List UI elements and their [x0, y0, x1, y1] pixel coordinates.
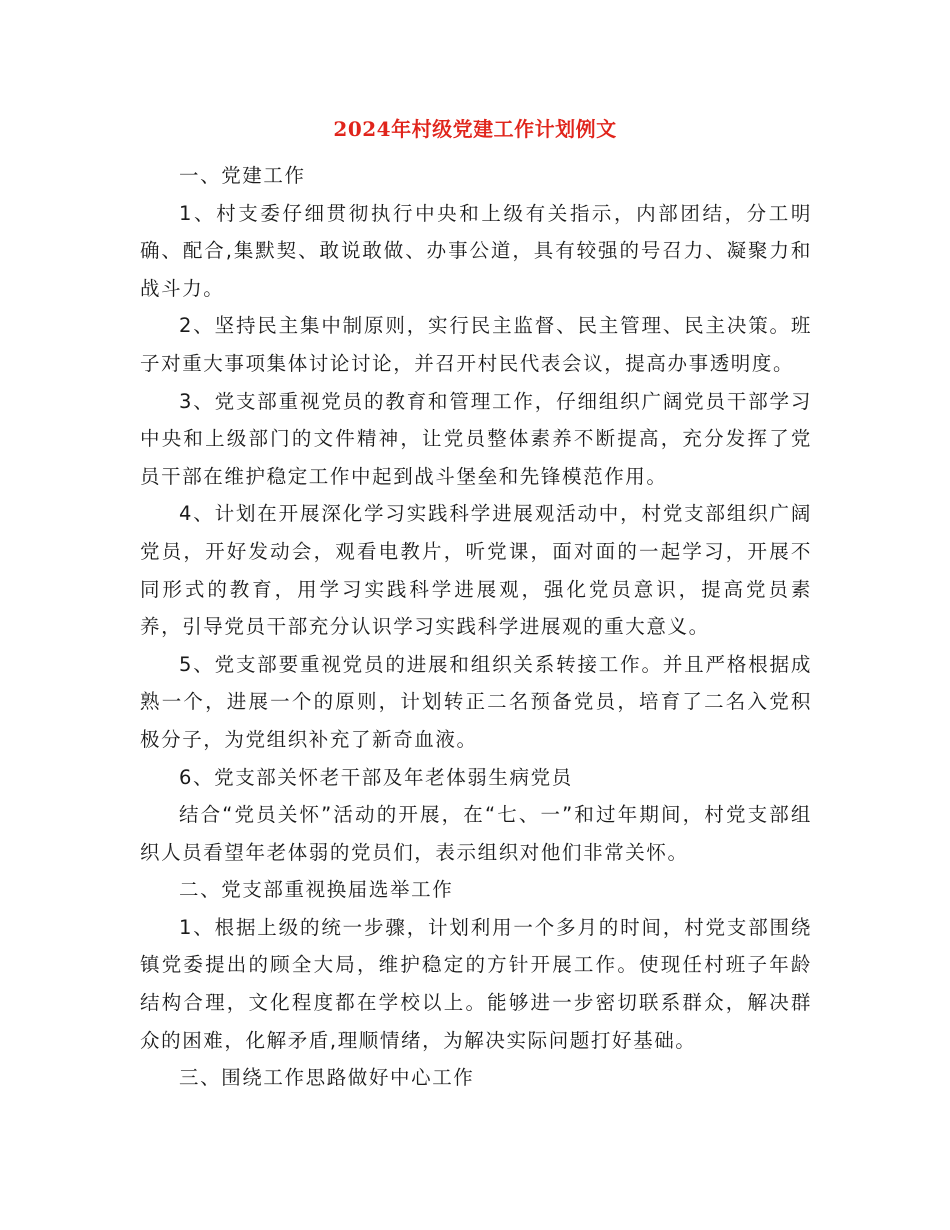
paragraph-care-activity: 结合“党员关怀”活动的开展，在“七、一”和过年期间，村党支部组织人员看望年老体弱的党员们，表示组织对他们非常关怀。	[140, 803, 812, 864]
heading-election: 二、党支部重视换届选举工作	[179, 878, 454, 902]
heading-party-building: 一、党建工作	[179, 164, 306, 187]
document-body	[140, 157, 812, 1097]
heading-central-work: 三、围绕工作思路做好中心工作	[179, 1066, 475, 1090]
paragraph-item-2: 2、坚持民主集中制原则，实行民主监督、民主管理、民主决策。班子对重大事项集体讨论讨论，并召开村民代表会议，提高办事透明度。	[140, 314, 812, 375]
paragraph-item-4: 4、计划在开展深化学习实践科学进展观活动中，村党支部组织广阔党员，开好发动会，观看电教片，听党课，面对面的一起学习，开展不同形式的教育，用学习实践科学进展观，强化党员意识，提高党员素养，引导党员干部充分认识学习实践科学进展观的重大意义。	[140, 502, 812, 639]
paragraph-item-1: 1、村支委仔细贯彻执行中央和上级有关指示，内部团结，分工明确、配合,集默契、敢说敢做、办事公道，具有较强的号召力、凝聚力和战斗力。	[140, 201, 812, 300]
paragraph-election-item-1: 1、根据上级的统一步骤，计划利用一个多月的时间，村党支部围绕镇党委提出的顾全大局，维护稳定的方针开展工作。使现任村班子年龄结构合理，文化程度都在学校以上。能够进一步密切联系群众，解决群众的困难，化解矛盾,理顺情绪，为解决实际问题打好基础。	[140, 915, 812, 1052]
document-title: 2024年村级党建工作计划例文	[333, 117, 617, 141]
paragraph-item-5: 5、党支部要重视党员的进展和组织关系转接工作。并且严格根据成熟一个，进展一个的原则，计划转正二名预备党员，培育了二名入党积极分子，为党组织补充了新奇血液。	[140, 652, 812, 751]
paragraph-item-6: 6、党支部关怀老干部及年老体弱生病党员	[179, 765, 573, 789]
paragraph-item-3: 3、党支部重视党员的教育和管理工作，仔细组织广阔党员干部学习中央和上级部门的文件精神，让党员整体素养不断提高，充分发挥了党员干部在维护稳定工作中起到战斗堡垒和先锋模范作用。	[140, 389, 812, 488]
